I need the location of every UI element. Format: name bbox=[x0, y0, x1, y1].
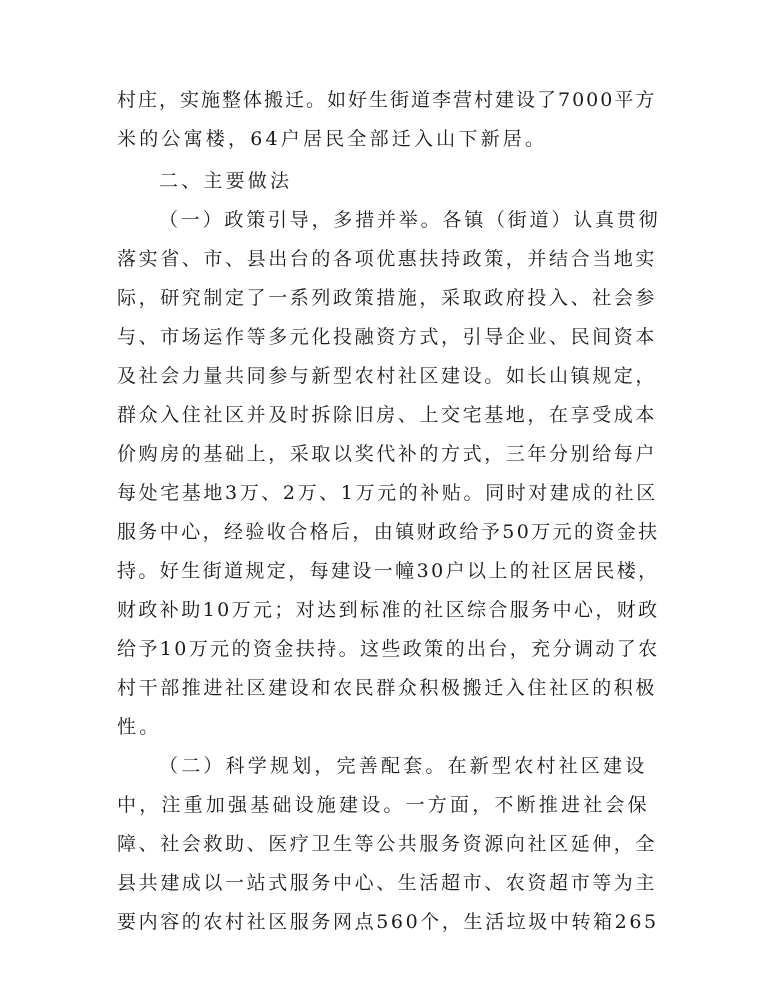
text-line: 价购房的基础上，采取以奖代补的方式，三年分别给每户 bbox=[117, 443, 658, 465]
text-line: 及社会力量共同参与新型农村社区建设。如长山镇规定， bbox=[117, 365, 658, 387]
text-line: 村庄，实施整体搬迁。如好生街道李营村建设了7000平方 bbox=[117, 89, 657, 111]
text-line: 性。 bbox=[117, 716, 162, 738]
text-line: 米的公寓楼，64户居民全部迁入山下新居。 bbox=[117, 128, 548, 150]
text-line: （一）政策引导，多措并举。各镇（街道）认真贯彻 bbox=[159, 209, 661, 231]
text-line: 县共建成以一站式服务中心、生活超市、农资超市等为主 bbox=[117, 872, 658, 894]
section-heading: 二、主要做法 bbox=[159, 170, 293, 192]
text-line: 与、市场运作等多元化投融资方式，引导企业、民间资本 bbox=[117, 326, 658, 348]
text-line: 要内容的农村社区服务网点560个，生活垃圾中转箱265 bbox=[117, 911, 659, 933]
text-line: 际，研究制定了一系列政策措施，采取政府投入、社会参 bbox=[117, 287, 658, 309]
text-line: 中，注重加强基础设施建设。一方面，不断推进社会保 bbox=[117, 794, 650, 816]
text-line: 持。好生街道规定，每建设一幢30户以上的社区居民楼， bbox=[117, 560, 660, 582]
section-heading: （二）科学规划，完善配套。在新型农村社区建设 bbox=[159, 755, 648, 777]
text-line: 每处宅基地3万、2万、1万元的补贴。同时对建成的社区 bbox=[117, 482, 658, 504]
text-line: 障、社会救助、医疗卫生等公共服务资源向社区延伸，全 bbox=[117, 833, 658, 855]
text-line: 给予10万元的资金扶持。这些政策的出台，充分调动了农 bbox=[117, 638, 660, 660]
text-line: 村干部推进社区建设和农民群众积极搬迁入住社区的积极 bbox=[117, 677, 658, 699]
text-line: 财政补助10万元；对达到标准的社区综合服务中心，财政 bbox=[117, 599, 660, 621]
text-line: 落实省、市、县出台的各项优惠扶持政策，并结合当地实 bbox=[117, 248, 658, 270]
text-line: 服务中心，经验收合格后，由镇财政给予50万元的资金扶 bbox=[117, 521, 660, 543]
text-line: 群众入住社区并及时拆除旧房、上交宅基地，在享受成本 bbox=[117, 404, 658, 426]
